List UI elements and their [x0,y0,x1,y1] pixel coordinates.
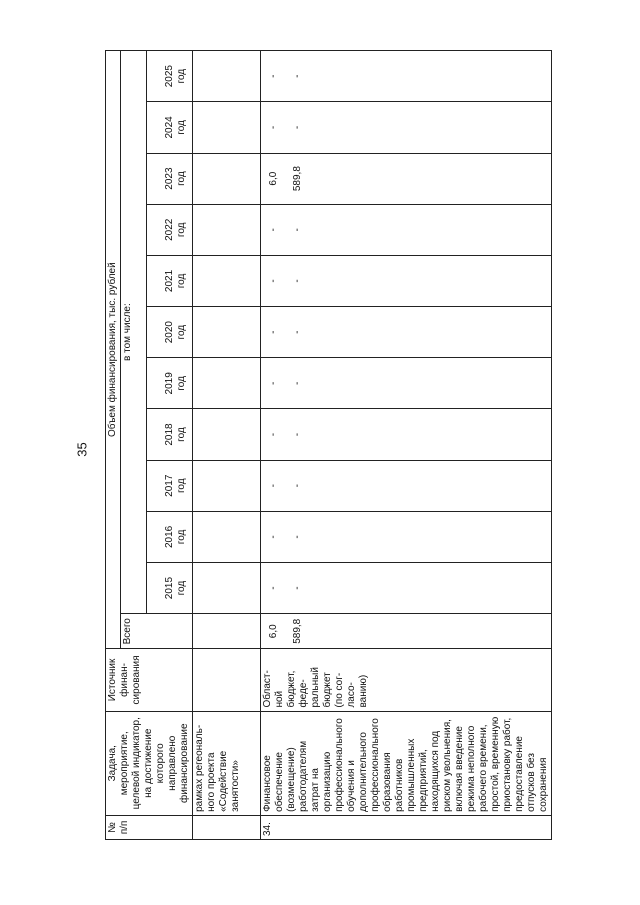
header-including: в том числе: [121,51,147,614]
cell-year [261,255,552,306]
header-year: 2018 год [147,409,193,460]
value-regional: - [268,586,279,590]
total-federal: 589,8 [292,618,303,644]
cell-total [261,614,552,649]
header-year: 2022 год [147,204,193,255]
header-year: 2023 год [147,153,193,204]
cell-year [193,102,261,153]
cell-year [261,204,552,255]
cell-year [193,409,261,460]
cell-year [261,51,552,102]
value-regional: - [268,484,279,488]
cell-num: 34. [261,815,552,839]
value-federal: - [292,125,303,130]
value-regional: - [268,125,279,130]
cell-year [193,563,261,614]
cell-year [193,51,261,102]
value-regional: - [268,381,279,386]
financing-table [105,50,552,840]
cell-task: рамках регеональ- ного проекта «Содействие занятости» [193,711,261,815]
cell-year [261,460,552,511]
value-regional: - [268,432,279,437]
header-year: 2025 год [147,51,193,102]
table-row [193,51,261,840]
value-federal: - [292,432,303,437]
cell-source [193,649,261,711]
page-number: 35 [74,442,90,457]
header-year: 2021 год [147,255,193,306]
cell-year [193,153,261,204]
cell-year [193,204,261,255]
cell-year [261,153,552,204]
header-num: № п/п [106,815,193,839]
table-row [261,51,552,840]
cell-total [193,614,261,649]
cell-source [261,649,552,711]
header-year: 2019 год [147,358,193,409]
header-volume: Объем финансирования, тыс. рублей [106,51,121,649]
value-regional: 6,0 [268,171,279,186]
header-total: Всего [121,614,193,649]
value-regional: - [268,228,279,232]
header-year: 2015 год [147,563,193,614]
value-federal: 589,8 [292,166,303,192]
header-year: 2020 год [147,307,193,358]
cell-year [193,358,261,409]
cell-year [193,511,261,562]
value-federal: - [292,484,303,488]
cell-year [261,102,552,153]
cell-task: Финансовое обеспечение (возмещение) работодателям затрат на организацию профессионального обучения и дополнительного профессионального образования работников промышленных предприятий, находящихся под риском увольнения, включая введение режима неполного рабочего времени, простой, временную приостановку работ, предоставление отпусков без сохранения [261,711,552,815]
header-year: 2017 год [147,460,193,511]
value-federal: - [292,535,303,539]
value-federal: - [292,74,303,78]
cell-year [193,255,261,306]
header-year: 2016 год [147,511,193,562]
cell-year [193,460,261,511]
value-federal: - [292,330,303,334]
value-federal: - [292,586,303,590]
rotated-table-container [105,50,549,840]
value-federal: - [292,381,303,386]
value-federal: - [292,279,303,283]
cell-year [261,511,552,562]
cell-year [261,358,552,409]
header-task: Задача, мероприятие, целевой индикатор, на достижение которого направлено финансирование [106,711,193,815]
value-regional: - [268,279,279,283]
value-regional: - [268,330,279,334]
value-federal: - [292,228,303,232]
value-regional: - [268,535,279,539]
cell-year [193,307,261,358]
header-year: 2024 год [147,102,193,153]
header-source: Источник финан- сирования [106,649,193,711]
source-regional: Област- ной бюджет, [262,670,297,708]
value-regional: - [268,74,279,78]
total-regional: 6,0 [268,624,279,639]
cell-num [193,815,261,839]
source-federal: феде- ральный бюджет (по сог- ласо- ванию) [298,667,369,708]
cell-year [261,409,552,460]
cell-year [261,563,552,614]
cell-year [261,307,552,358]
